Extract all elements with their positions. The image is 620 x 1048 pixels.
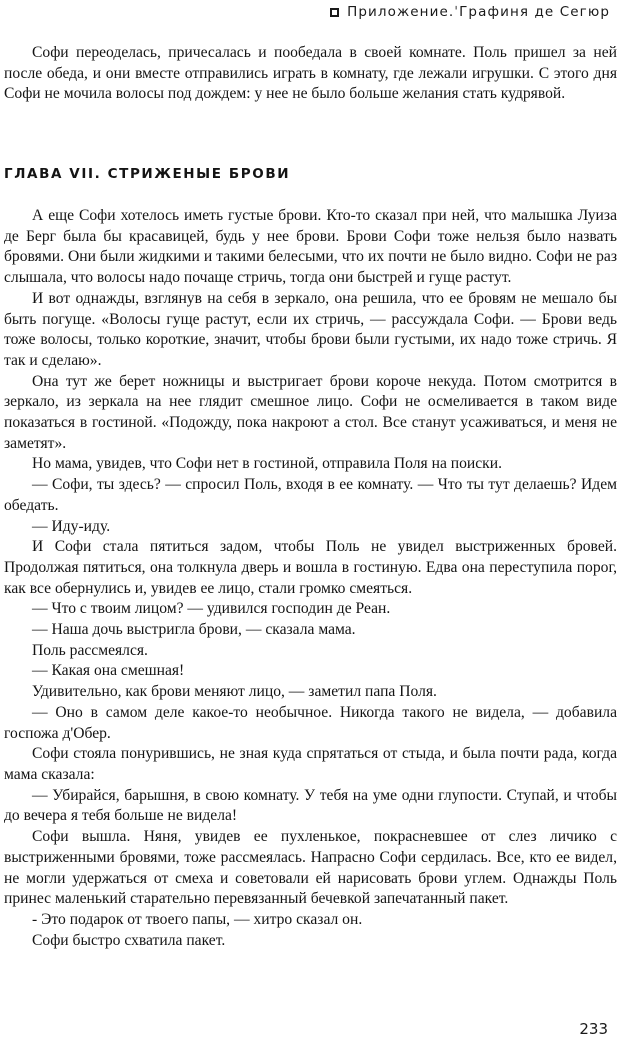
dialogue-line: — Оно в самом деле какое-то необычное. Никогда такого не видела, — добавила госпожа д'Обер. [4, 703, 617, 742]
dialogue-line: — Наша дочь выстригла брови, — сказала мама. [32, 621, 356, 639]
intro-text [4, 43, 617, 105]
paragraph: Софи стояла понурившись, не зная куда спрятаться от стыда, и была почти рада, когда мама сказала: [4, 745, 617, 783]
dialogue-line: — Что с твоим лицом? — удивился господин де Реан. [32, 600, 391, 618]
running-header [330, 4, 610, 20]
dialogue-line: — Иду-иду. [32, 517, 111, 535]
paragraph: И Софи стала пятиться задом, чтобы Поль не увидел выстриженных бровей. Продолжая пятиться, она толкнула дверь и вошла в гостиную. Едва она переступила порог, как все обернулись и, увидев ее лицо, стали громко смеяться. [4, 538, 617, 597]
dialogue-line: — Убирайся, барышня, в свою комнату. У тебя на уме одни глупости. Ступай, и чтобы до вечера я тебя больше не видела! [4, 786, 617, 825]
intro-paragraph: Софи переоделась, причесалась и пообедала в своей комнате. Поль пришел за ней после обеда, и они вместе отправились играть в комнату, где лежали игрушки. С этого дня Софи не мочила волосы под дождем: у нее не было больше желания стать кудрявой. [4, 44, 617, 103]
paragraph: И вот однажды, взглянув на себя в зеркало, она решила, что ее бровям не мешало бы быть погуще. «Волосы гуще растут, если их стричь, — рассуждала Софи. — Брови ведь тоже волосы, только короткие, значит, чтобы брови были густыми, их надо тоже стричь. Я так и сделаю». [4, 289, 617, 369]
page-number: 233 [579, 1020, 608, 1038]
square-bullet-icon [330, 8, 339, 17]
paragraph: Софи вышла. Няня, увидев ее пухленькое, покрасневшее от слез личико с выстриженными бровями, тоже рассмеялась. Напрасно Софи сердилась. Все, кто ее видел, не могли удержаться от смеха и советовали ей нарисовать брови углем. Однажды Поль принес маленький старательно перевязанный бечевкой запечатанный пакет. [4, 828, 617, 908]
dialogue-line: — Софи, ты здесь? — спросил Поль, входя в ее комнату. — Что ты тут делаешь? Идем обедать. [4, 476, 617, 514]
dialogue-line: - Это подарок от твоего папы, — хитро сказал он. [32, 910, 363, 928]
chapter-body [4, 206, 617, 951]
paragraph: А еще Софи хотелось иметь густые брови. Кто-то сказал при ней, что малышка Луиза де Берг была бы красавицей, будь у нее брови. Брови Софи тоже нельзя было назвать бровями. Они были жидкими и такими белесыми, что их почти не было видно. Софи не раз слышала, что волосы надо почаще стричь, тогда они быстрей и гуще растут. [4, 207, 617, 287]
paragraph: Она тут же берет ножницы и выстригает брови короче некуда. Потом смотрится в зеркало, из зеркала на нее глядит смешное лицо. Софи не осмеливается в таком виде показаться в гостиной. «Подожду, пока накроют а стол. Все станут усаживаться, и меня не заметят». [4, 372, 617, 452]
running-header-title: Приложение.ˈГрафиня де Сегюр [347, 4, 610, 20]
paragraph: Удивительно, как брови меняют лицо, — заметил папа Поля. [32, 683, 437, 701]
paragraph: Поль рассмеялся. [32, 641, 148, 659]
paragraph: Но мама, увидев, что Софи нет в гостиной, отправила Поля на поиски. [32, 455, 503, 473]
dialogue-line: — Какая она смешная! [32, 662, 185, 680]
chapter-heading: ГЛАВА VII. СТРИЖЕНЫЕ БРОВИ [4, 166, 291, 182]
paragraph: Софи быстро схватила пакет. [32, 931, 226, 949]
